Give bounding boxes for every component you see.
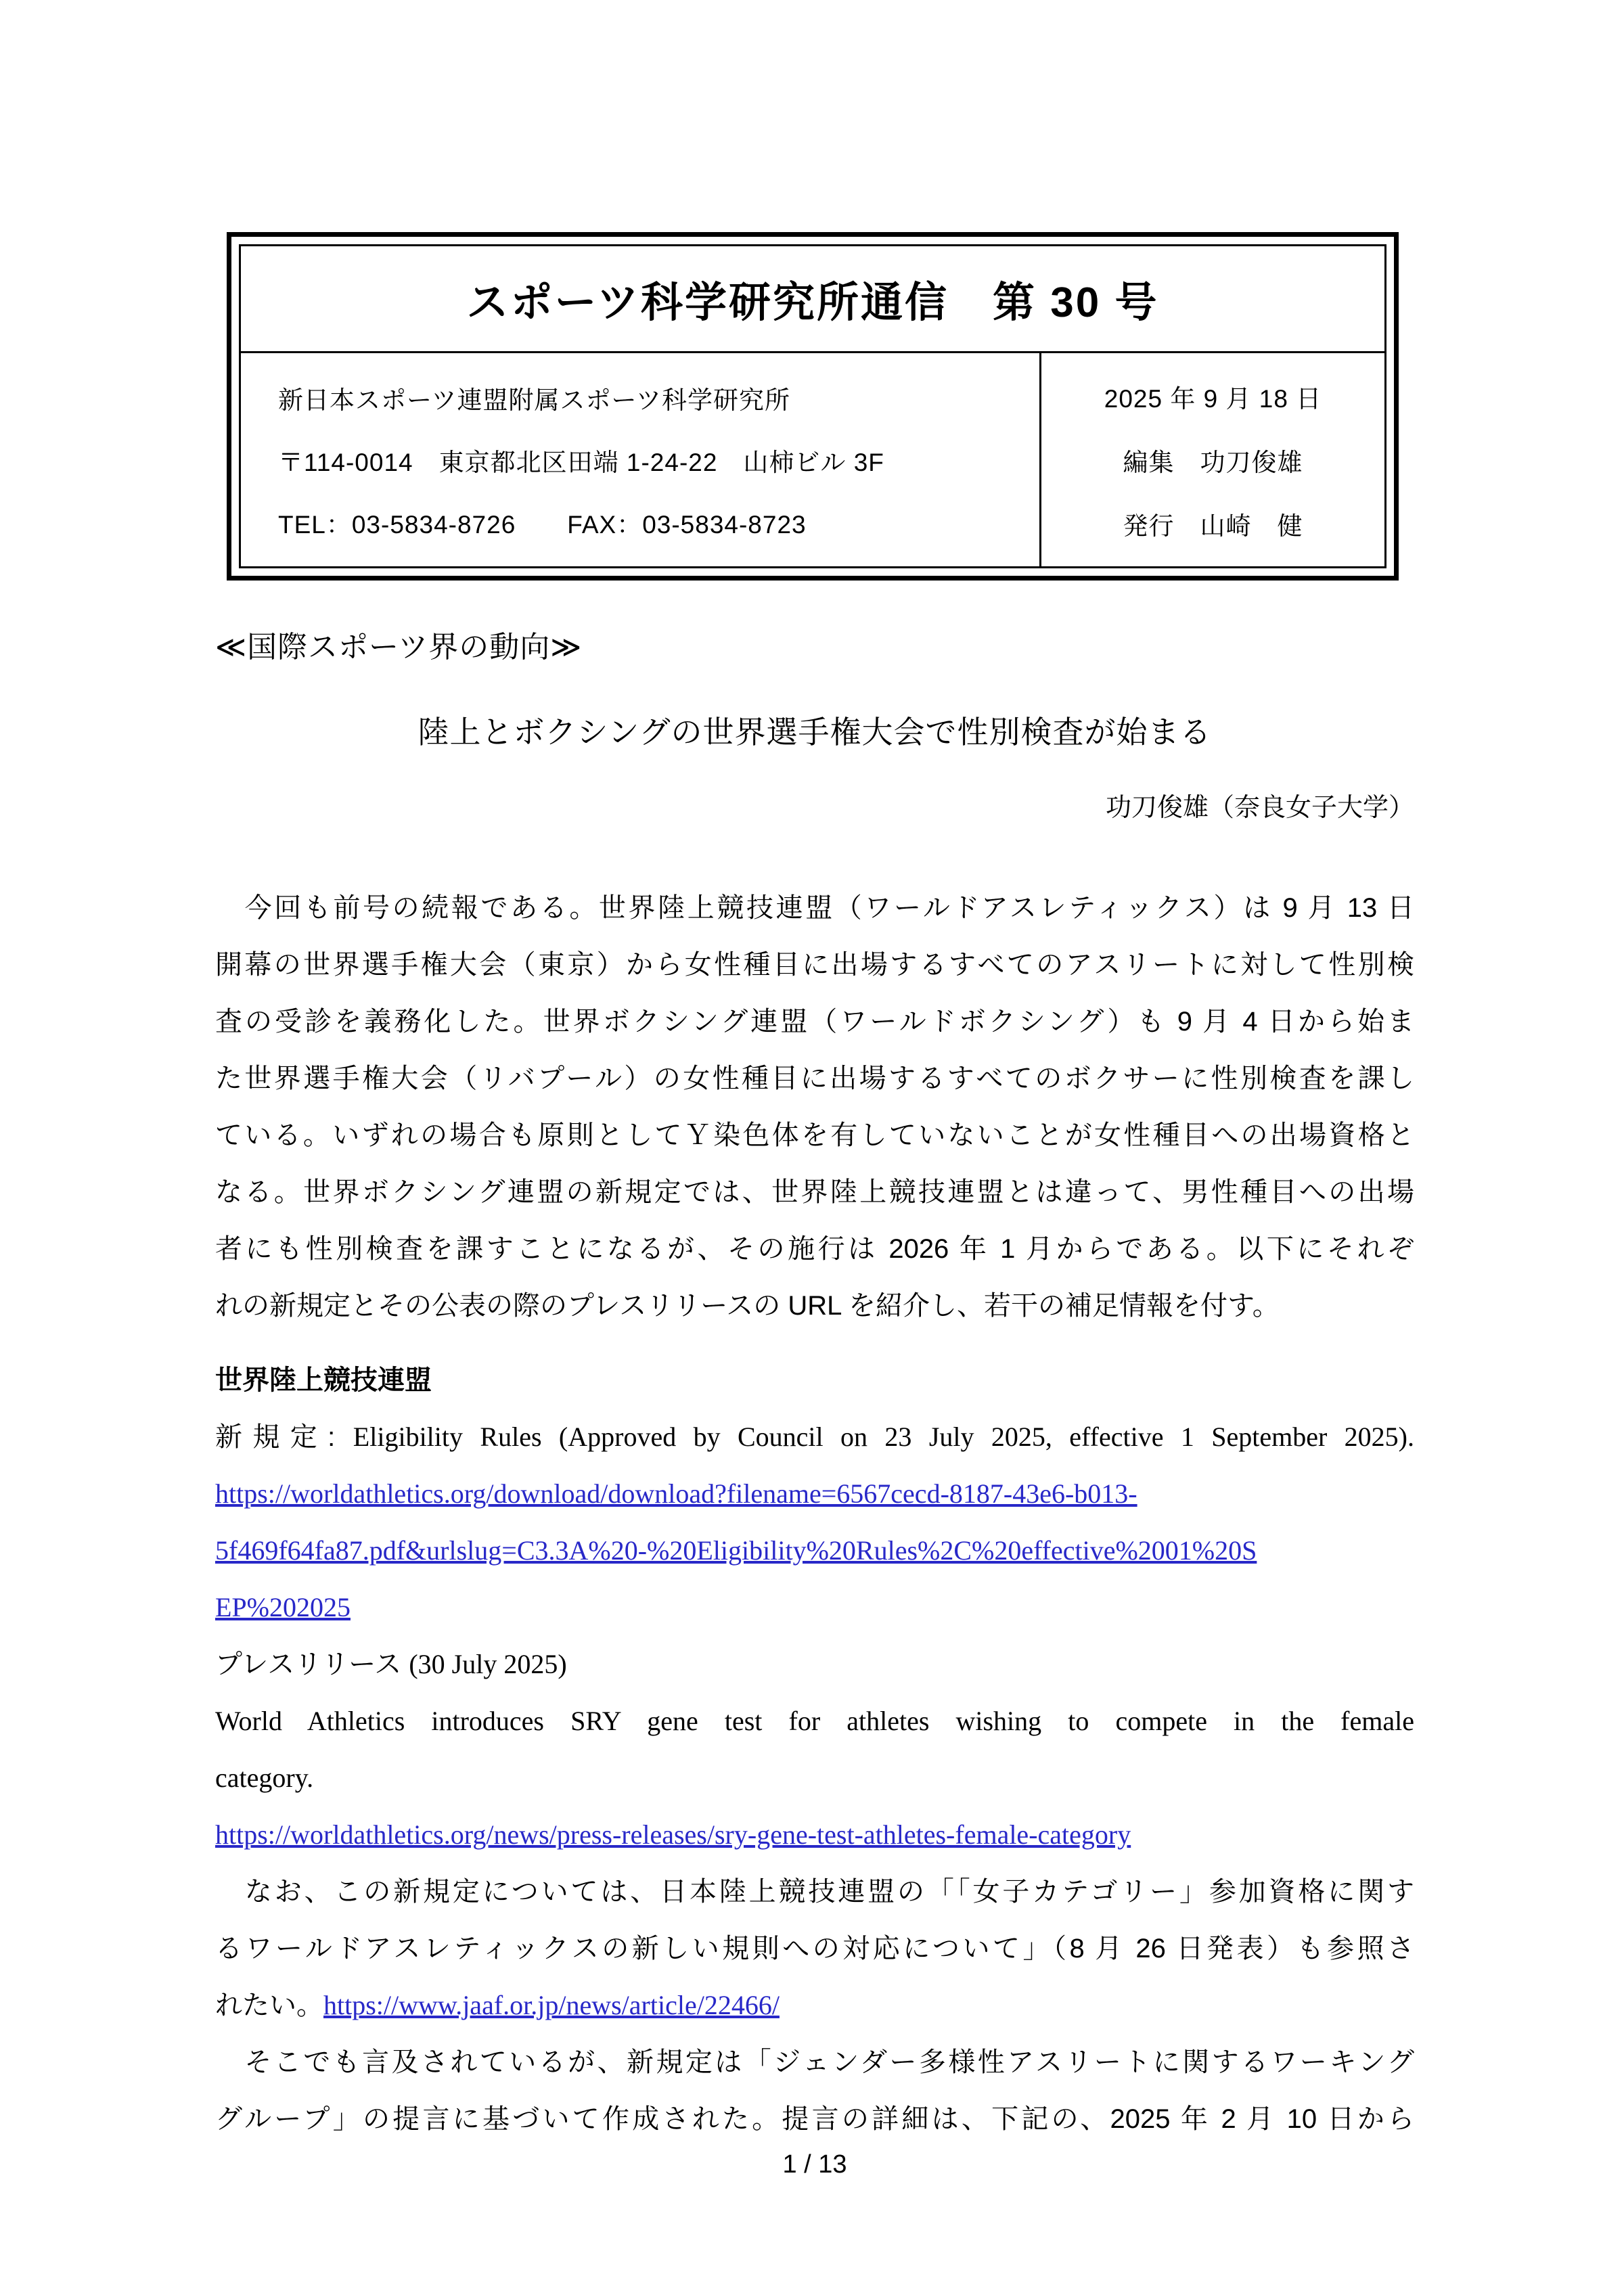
body-line: グループ」の提言に基づいて作成された。提言の詳細は、下記の、2025 年 2 月 10 日から — [215, 2104, 1414, 2134]
link-worldathletics-download-line2[interactable]: 5f469f64fa87.pdf&urlslug=C3.3A%20-%20Eligibility%20Rules%2C%20effective%2001%20S — [215, 1535, 1257, 1566]
article-body — [215, 880, 1414, 2148]
organization-address: 〒114-0014 東京都北区田端 1-24-22 山柿ビル 3F — [278, 448, 884, 476]
article-title: 陸上とボクシングの世界選手権大会で性別検査が始まる — [418, 714, 1212, 750]
body-line: 開幕の世界選手権大会（東京）から女性種目に出場するすべてのアスリートに対して性別検 — [215, 950, 1414, 980]
press-release-line — [215, 1636, 1414, 1693]
body-line: 者にも性別検査を課すことになるが、その施行は 2026 年 1 月からである。以下にそれぞ — [215, 1234, 1414, 1264]
press-release-title-line1: World Athletics introduces SRY gene test for athletes wishing to compete in the female — [215, 1706, 1414, 1736]
body-line: れの新規定とその公表の際のプレスリリースの URL を紹介し、若干の補足情報を付す。 — [215, 1291, 1280, 1321]
body-line: なお、この新規定については、日本陸上競技連盟の「「女子カテゴリー」参加資格に関す — [215, 1877, 1414, 1907]
new-rules-label: 新規定: — [215, 1422, 353, 1452]
body-line: るワールドアスレティックスの新しい規則への対応について」（8 月 26 日発表）も参照さ — [215, 1934, 1414, 1963]
section-marker: ≪国際スポーツ界の動向≫ — [215, 631, 583, 664]
link-jaaf-article[interactable]: https://www.jaaf.or.jp/news/article/22466/ — [323, 1990, 780, 2020]
newsletter-header-box — [227, 232, 1399, 581]
newsletter-title: スポーツ科学研究所通信 第 30 号 — [241, 246, 1384, 353]
press-release-title-line2: category. — [215, 1763, 314, 1793]
organization-name: 新日本スポーツ連盟附属スポーツ科学研究所 — [278, 386, 791, 414]
issue-info-cell — [1041, 353, 1384, 566]
body-line: 今回も前号の続報である。世界陸上競技連盟（ワールドアスレティックス）は 9 月 13 日 — [215, 893, 1414, 923]
article-author: 功刀俊雄（奈良女子大学） — [1105, 794, 1414, 822]
page-number: 1 / 13 — [782, 2150, 847, 2179]
press-release-date: (30 July 2025) — [409, 1649, 567, 1679]
organization-tel-fax: TEL：03-5834-8726 FAX：03-5834-8723 — [278, 510, 807, 539]
body-line: そこでも言及されているが、新規定は「ジェンダー多様性アスリートに関するワーキング — [215, 2047, 1414, 2077]
link-worldathletics-download-line3[interactable]: EP%202025 — [215, 1592, 351, 1622]
body-line: 査の受診を義務化した。世界ボクシング連盟（ワールドボクシング）も 9 月 4 日から始ま — [215, 1007, 1414, 1037]
jaaf-reference-line — [215, 1977, 1414, 2034]
newsletter-header-inner-frame — [239, 244, 1386, 568]
link-worldathletics-press-release[interactable]: https://worldathletics.org/news/press-releases/sry-gene-test-athletes-female-category — [215, 1819, 1131, 1850]
issue-editor: 編集 功刀俊雄 — [1123, 448, 1303, 476]
body-line: ている。いずれの場合も原則としてＹ染色体を有していないことが女性種目への出場資格と — [215, 1120, 1414, 1150]
issue-publisher: 発行 山崎 健 — [1123, 512, 1303, 540]
press-release-label: プレスリリース — [215, 1650, 409, 1679]
body-line: た世界選手権大会（リバプール）の女性種目に出場するすべてのボクサーに性別検査を課し — [215, 1064, 1414, 1093]
new-rules-line — [215, 1409, 1414, 1465]
link-worldathletics-download-line1[interactable]: https://worldathletics.org/download/download?filename=6567cecd-8187-43e6-b013- — [215, 1478, 1137, 1509]
body-line: なる。世界ボクシング連盟の新規定では、世界陸上競技連盟とは違って、男性種目への出場 — [215, 1177, 1414, 1207]
issue-date: 2025 年 9 月 18 日 — [1104, 384, 1322, 413]
publisher-info-cell — [241, 353, 1041, 566]
jaaf-reference-label: れたい。 — [215, 1991, 323, 2020]
subsection-heading-world-athletics: 世界陸上競技連盟 — [215, 1365, 432, 1395]
new-rules-english-text: Eligibility Rules (Approved by Council on 23 July 2025, effective 1 September 2025). — [353, 1422, 1414, 1452]
newsletter-info-row — [241, 353, 1384, 566]
